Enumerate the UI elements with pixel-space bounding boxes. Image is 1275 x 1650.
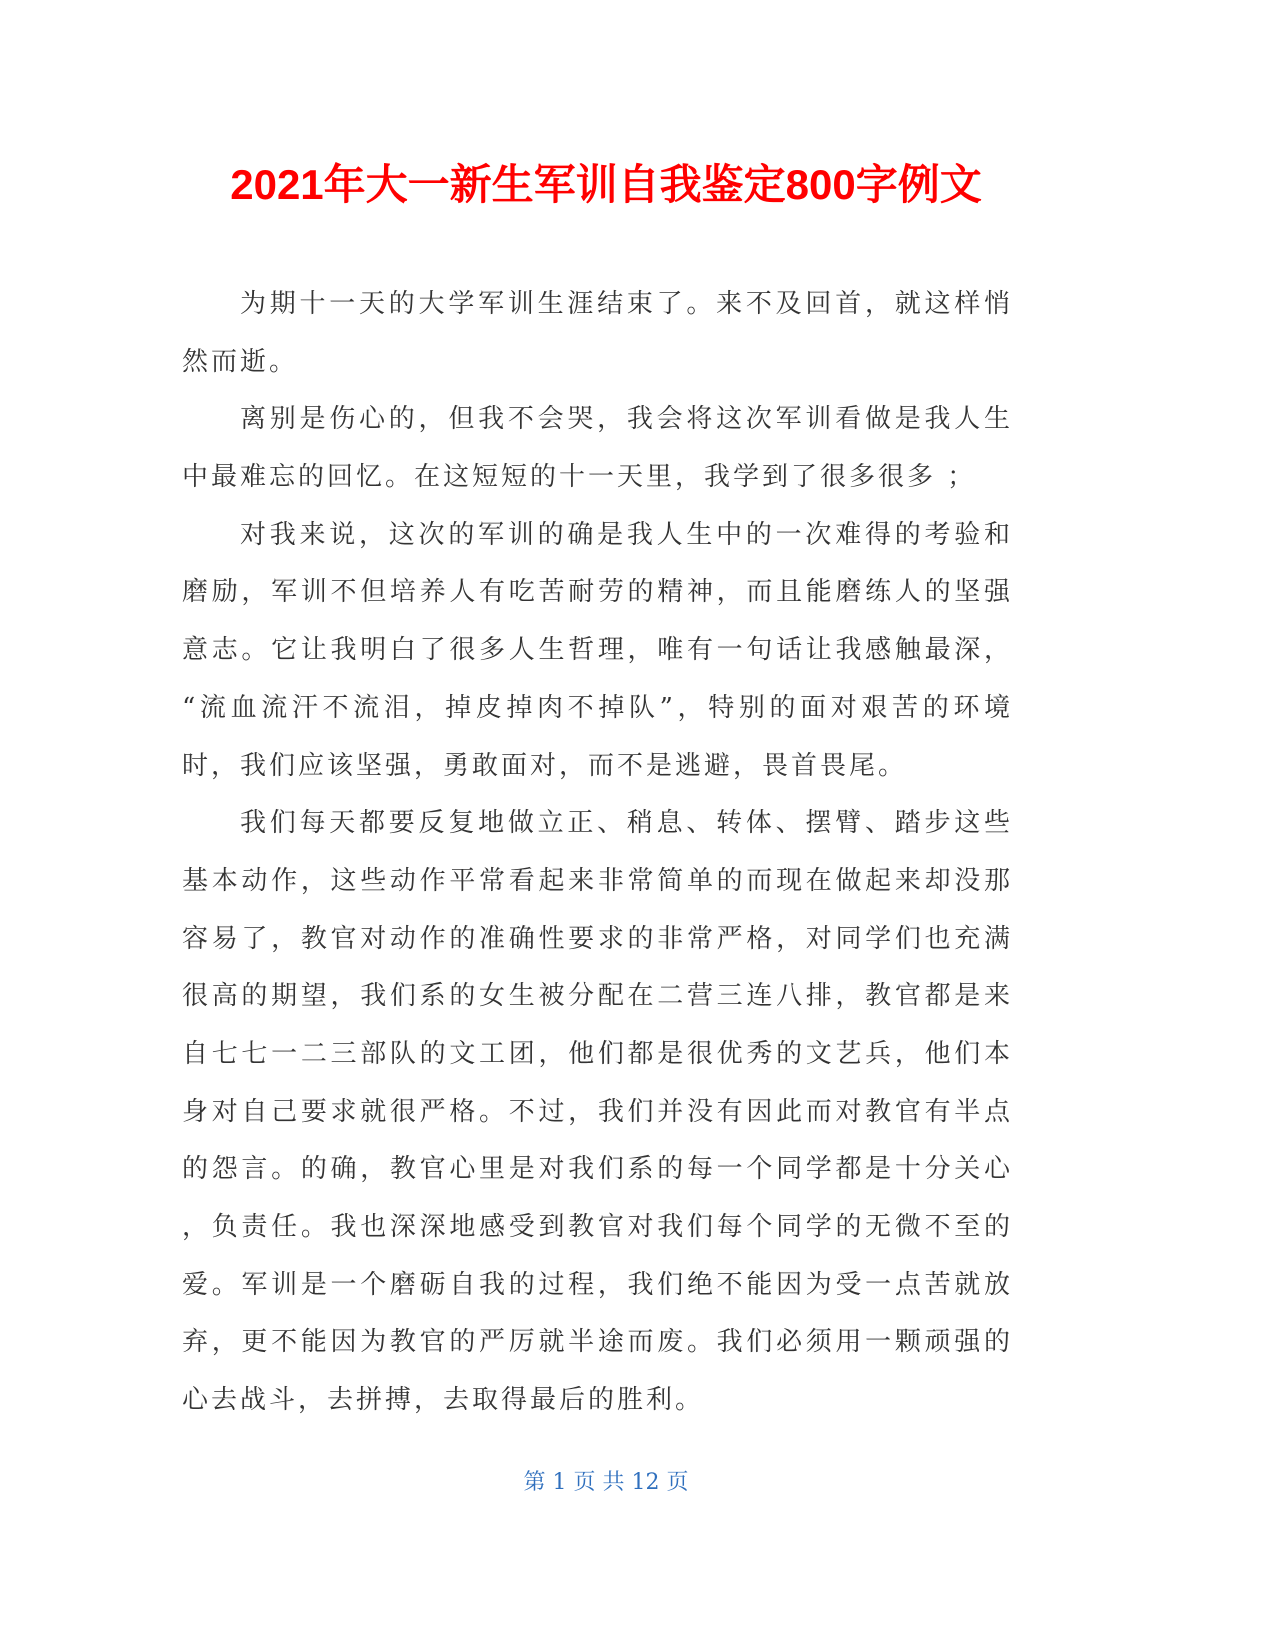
paragraph [182,507,1012,795]
text-line: 心去战斗，去拼搏，去取得最后的胜利。 [182,1385,705,1416]
text-line: 对我来说，这次的军训的确是我人生中的一次难得的考验和 [240,519,1012,550]
paragraph [182,276,1012,391]
text-line: 中最难忘的回忆。在这短短的十一天里，我学到了很多很多 ； [182,462,977,493]
text-line: 自七七一二三部队的文工团，他们都是很优秀的文艺兵，他们本 [182,1038,1012,1069]
paragraph [182,391,1012,506]
text-line: 时，我们应该坚强，勇敢面对，而不是逃避，畏首畏尾。 [182,750,908,781]
text-line: 身对自己要求就很严格。不过，我们并没有因此而对教官有半点 [182,1096,1012,1127]
text-line: 磨励，军训不但培养人有吃苦耐劳的精神，而且能磨练人的坚强 [182,577,1012,608]
text-line: 爱。军训是一个磨砺自我的过程，我们绝不能因为受一点苦就放 [182,1269,1012,1300]
text-line: 意志。它让我明白了很多人生哲理，唯有一句话让我感触最深， [182,635,1012,666]
paragraph [182,795,1012,1430]
text-line: 然而逝。 [182,346,299,377]
page-footer: 第 1 页 共 12 页 [523,1470,689,1495]
text-line: “流血流汗不流泪，掉皮掉肉不掉队”，特别的面对艰苦的环境 [182,692,1012,723]
text-line: 容易了，教官对动作的准确性要求的非常严格，对同学们也充满 [182,923,1012,954]
text-line: 基本动作，这些动作平常看起来非常简单的而现在做起来却没那 [182,865,1012,896]
text-line: 很高的期望，我们系的女生被分配在二营三连八排，教官都是来 [182,981,1012,1012]
text-line: 离别是伤心的，但我不会哭，我会将这次军训看做是我人生 [240,404,1012,435]
document-body [182,276,1012,1430]
text-line: 弃，更不能因为教官的严厉就半途而废。我们必须用一颗顽强的 [182,1327,1012,1358]
document-title: 2021年大一新生军训自我鉴定800字例文 [230,161,982,208]
text-line: ，负责任。我也深深地感受到教官对我们每个同学的无微不至的 [182,1212,1012,1242]
text-line: 为期十一天的大学军训生涯结束了。来不及回首，就这样悄 [240,289,1012,319]
text-line: 的怨言。的确，教官心里是对我们系的每一个同学都是十分关心 [182,1154,1012,1185]
text-line: 我们每天都要反复地做立正、稍息、转体、摆臂、踏步这些 [240,808,1012,839]
